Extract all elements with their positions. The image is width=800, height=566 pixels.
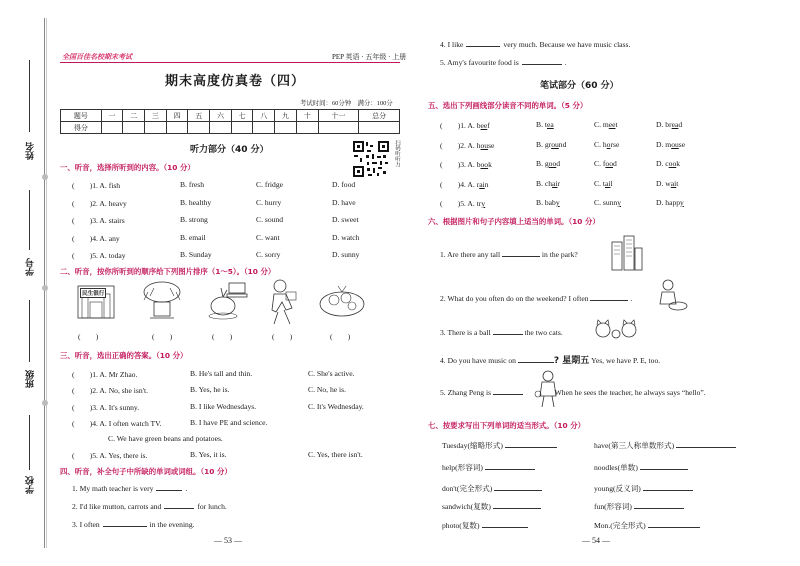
question-option: D. watch [332,232,360,242]
word-form-item [594,462,688,473]
order-bracket[interactable]: ( ) [78,332,99,341]
student-id-label: 学号 [26,258,36,276]
word-part: D. br [656,120,672,129]
question-option: C. hurry [256,197,282,207]
score-table [60,109,400,134]
question-option-a[interactable]: ( )1. A. fish [72,181,121,190]
section-6-question-3 [440,328,563,337]
score-cell: 七 [231,110,253,122]
underlined-part: y [617,198,622,207]
school-field[interactable] [29,415,30,470]
question-option-a[interactable] [440,179,489,190]
line-text: for lunch. [197,502,227,511]
order-bracket[interactable]: ( ) [330,332,351,341]
question-option-a[interactable]: ( )4. A. any [72,233,120,243]
fill-in-line [440,40,630,49]
underlined-part: oo [668,159,677,168]
underlined-part: ou [671,139,679,149]
score-cell: 一 [101,110,123,122]
q-text: 2. What do you often do on the weekend? I often [440,294,589,303]
question-option-a[interactable] [440,198,485,209]
order-bracket[interactable]: ( ) [152,332,173,341]
line-text: 1. My math teacher is very [72,484,154,493]
question-option: C. want [256,232,280,242]
answer-blank[interactable] [502,256,540,257]
binding-line-inner [46,18,47,548]
section-2-title: 二、听音，按你所听到的顺序给下列图片排序（1～5）。（10 分） [60,267,276,276]
word-form-item [594,520,700,531]
word-form-prompt: Tuesday(缩略形式) [442,441,503,450]
qr-caption: 扫码听听力 [394,140,400,167]
word-part: rse [610,139,620,149]
question-option-a[interactable]: ( )2. A. heavy [72,198,127,208]
word-part: ( )3. A. b [440,160,481,169]
score-input-cell[interactable] [188,122,210,134]
answer-blank[interactable] [634,508,684,509]
question-option: B. Yes, it is. [190,450,227,459]
student-id-field[interactable] [29,190,30,250]
answer-blank[interactable] [505,447,557,448]
question-option: B. healthy [180,197,212,207]
score-table-score-row [61,122,400,134]
underlined-part: ee [608,120,616,129]
score-input-cell[interactable] [253,122,275,134]
question-option: C. We have green beans and potatoes. [108,434,223,443]
score-cell: 六 [210,110,232,122]
computer-picture [226,282,248,298]
answer-blank[interactable] [643,490,693,491]
question-option [594,159,617,168]
answer-blank[interactable] [156,490,182,491]
question-option: C. It's Wednesday. [308,402,364,411]
answer-blank[interactable] [648,527,700,528]
question-option: D. sunny [332,250,360,259]
fill-in-line [72,520,195,529]
answer-blank[interactable] [164,508,194,509]
word-part: B. g [536,159,549,168]
question-option [536,198,560,207]
binding-hole [42,285,48,291]
word-form-item [442,501,541,512]
question-option [536,159,560,168]
word-part: ( )5. A. tr [440,199,482,208]
answer-blank[interactable] [103,526,147,527]
word-part: r [557,178,561,188]
word-part: ( )2. A. h [440,140,481,150]
score-cell: 八 [253,110,275,122]
underlined-part: ai [479,179,485,189]
binding-hole [42,400,48,406]
word-part: k [488,160,492,169]
question-option: B. fresh [180,180,205,189]
score-cell: 九 [275,110,297,122]
section-7-title: 七、按要求写出下列单词的适当形式。（10 分） [428,421,585,430]
class-label: 班级 [26,370,36,388]
line-text: 5. Amy's favourite food is [440,58,519,67]
question-option: C. Yes, there isn't. [308,450,363,459]
question-option: B. I have PE and science. [190,418,268,427]
class-field[interactable] [29,300,30,362]
underlined-part: oo [605,159,613,168]
question-option: D. have [332,197,356,207]
score-cell: 题号 [61,110,102,122]
question-option [594,179,613,188]
word-form-item [594,440,736,451]
written-part-title: 笔试部分（60 分） [540,81,619,91]
question-option: C. fridge [256,180,283,189]
q-day-hint: ? 星期五 [553,356,590,366]
section-5-title: 五、选出下列画线部分读音不同的单词。（5 分） [428,101,588,110]
word-form-item [442,462,535,473]
section-6-question-5 [440,388,706,397]
q-text: 4. Do you have music on [440,356,516,365]
score-cell: 总分 [359,110,400,122]
underlined-part: ou [480,140,489,150]
underlined-part: oo [480,160,489,169]
fill-in-line [440,58,567,67]
food-plate-picture [318,282,366,320]
polite-boy-picture [534,370,562,408]
word-part: C. f [594,159,606,168]
score-cell: 得分 [61,122,102,134]
question-option [594,140,619,149]
underlined-part: ea [546,120,554,129]
score-cell: 四 [166,110,188,122]
score-input-cell[interactable] [123,122,145,134]
line-text: 4. I like [440,40,464,49]
word-part: C. sunn [594,198,618,207]
score-input-cell[interactable] [101,122,123,134]
q-text: 1. Are there any tall [440,250,501,259]
word-form-item [594,501,684,512]
line-text: . [185,484,188,493]
question-option [656,140,685,149]
word-part: B. bab [536,198,556,207]
word-form-prompt: don't(完全形式) [442,484,493,493]
word-part: nd [558,139,567,149]
question-option: B. He's tall and thin. [190,369,253,378]
line-text: 3. I often [72,520,100,529]
question-option [656,120,682,129]
line-text: 2. I'd like mutton, carrots and [72,502,162,511]
question-option [594,198,621,207]
word-part: d [678,120,683,129]
section-6-question-1 [440,250,578,259]
underlined-part: ai [552,178,558,188]
question-option [594,120,618,129]
section-6-question-4 [440,353,660,366]
question-option[interactable]: ( )4. A. I often watch TV. [72,419,162,428]
question-option[interactable]: ( )3. A. It's sunny. [72,403,140,412]
score-input-cell[interactable] [359,122,400,134]
underlined-part: ou [551,139,559,149]
score-input-cell[interactable] [231,122,253,134]
question-option: B. Sunday [180,250,212,259]
word-form-prompt: sandwich(复数) [442,502,491,511]
name-field[interactable] [29,60,30,132]
word-part: se [488,140,495,150]
question-option: C. sorry [256,250,281,259]
word-part: C. m [594,120,609,129]
name-label: 姓名 [26,142,36,160]
binding-line [44,18,45,548]
word-form-item [442,440,557,451]
question-option: D. food [332,180,356,189]
question-option [536,120,554,129]
question-option: B. strong [180,215,208,224]
washing-clothes-picture [656,278,688,312]
answer-blank[interactable] [493,394,523,395]
word-part: k [676,159,681,168]
word-form-prompt: noodles(单数) [594,463,638,472]
score-cell: 五 [188,110,210,122]
qr-code[interactable] [352,140,390,178]
q-text: When he sees the teacher, he always says “hello”. [554,388,706,397]
score-input-cell[interactable] [145,122,167,134]
fill-in-line [72,502,227,511]
word-part: ( )4. A. r [440,179,480,189]
underlined-part: y [555,198,560,207]
underlined-part: oo [548,159,557,168]
question-option: B. Yes, he is. [190,385,230,394]
underlined-part: ai [670,178,677,188]
score-input-cell[interactable] [318,122,359,134]
word-form-prompt: fun(形容词) [594,502,632,511]
q-text: the two cats. [524,328,563,337]
question-option[interactable]: ( )1. A. Mr Zhao. [72,370,138,379]
exam-title: 期末高度仿真卷（四） [165,74,306,89]
header-rule [60,62,400,63]
word-part: n [484,179,489,189]
bank-sign: 民生银行 [80,288,106,298]
score-input-cell[interactable] [275,122,297,134]
line-text: very much. Because we have music class. [503,40,631,49]
question-option-a[interactable] [440,159,492,170]
score-table-header-row [61,110,400,122]
answer-blank[interactable] [493,334,523,335]
question-option-a[interactable]: ( )5. A. today [72,251,126,260]
word-part: t [676,178,679,188]
q-text: 3. There is a ball [440,328,491,337]
word-form-prompt: young(反义词) [594,484,641,493]
answer-blank[interactable] [676,447,736,448]
question-option [656,198,684,207]
exam-time-info: 考试时间：60分钟 满分：100分 [300,100,393,107]
question-option-a[interactable]: ( )3. A. stairs [72,216,125,225]
q-text: in the park? [541,250,578,259]
section-4-title: 四、听音，补全句子中所缺的单词或词组。（10 分） [60,467,232,476]
question-option[interactable]: ( )5. A. Yes, there is. [72,451,148,460]
word-form-prompt: photo(复数) [442,521,480,530]
word-part: ( )1. A. b [440,121,481,130]
question-option: C. No, he is. [308,385,346,394]
order-bracket[interactable]: ( ) [212,332,233,341]
word-part: B. gr [536,139,552,149]
line-text: in the evening. [149,520,195,529]
question-option [536,179,560,188]
answer-blank[interactable] [590,300,628,301]
word-part: C. t [594,178,605,188]
score-cell: 二 [123,110,145,122]
school-label: 学校 [26,476,36,494]
word-form-prompt: Mon.(完全形式) [594,521,646,530]
underlined-part: ea [671,120,679,129]
answer-blank[interactable] [493,508,541,509]
boy-reading-picture [266,278,302,326]
word-part: D. c [656,159,669,168]
word-part: D. m [656,139,672,149]
answer-blank[interactable] [494,490,542,491]
word-part: B. t [536,120,547,129]
underlined-part: o [606,139,611,149]
question-option[interactable]: ( )2. A. No, she isn't. [72,386,149,395]
page-number-right: — 54 — [582,536,610,545]
underlined-part: ai [604,178,611,188]
fill-in-line [72,484,187,493]
question-option [656,159,680,168]
qr-code-image [352,140,390,178]
question-option: B. I like Wednesdays. [190,402,257,411]
word-form-prompt: help(形容词) [442,463,483,472]
page-number-left: — 53 — [214,536,242,545]
line-text: . [564,58,567,67]
word-part: l [610,178,613,188]
word-part: d [612,159,617,168]
word-form-item [442,483,542,494]
word-form-item [442,520,528,531]
word-part: D. happ [656,198,681,207]
question-option [536,140,566,149]
q-text: . [630,294,633,303]
two-cats-ball-picture [594,318,638,340]
score-cell: 十 [296,110,318,122]
underlined-part: ee [480,121,488,130]
q-text: 5. Zhang Peng is [440,388,492,397]
section-1-title: 一、听音，选择所听到的内容。（10 分） [60,163,195,172]
word-part: D. w [656,178,671,188]
question-option: C. sound [256,215,284,224]
word-form-prompt: have(第三人称单数形式) [594,441,675,450]
answer-blank[interactable] [518,362,554,363]
underlined-part: y [680,198,684,207]
question-option: D. sweet [332,215,359,224]
order-bracket[interactable]: ( ) [272,332,293,341]
section-6-question-2 [440,294,632,303]
section-6-title: 六、根据图片和句子内容填上适当的单词。（10 分） [428,217,600,226]
word-part: f [487,121,490,130]
answer-blank[interactable] [466,46,500,47]
tree-house-picture [140,280,184,324]
underlined-part: y [481,199,486,208]
answer-blank[interactable] [640,469,688,470]
book-info: PEP 英语 · 五年级 · 上册 [332,53,407,61]
word-part: t [615,120,618,129]
score-input-cell[interactable] [210,122,232,134]
question-option-a[interactable] [440,120,490,131]
word-form-item [594,483,693,494]
series-name: 全国百佳名校期末考试 [62,53,132,61]
q-text: Yes, we have P. E, too. [591,356,661,365]
section-3-title: 三、听音，选出正确的答案。（10 分） [60,351,188,360]
binding-hole [42,174,48,180]
answer-blank[interactable] [522,64,562,65]
listening-part-title: 听力部分（40 分） [190,145,269,155]
answer-blank[interactable] [482,527,528,528]
score-input-cell[interactable] [166,122,188,134]
word-part: se [678,139,686,149]
question-option-a[interactable] [440,140,494,151]
word-part: d [556,159,561,168]
word-part: B. ch [536,178,553,188]
score-cell: 十一 [318,110,359,122]
word-part: C. h [594,139,607,149]
score-input-cell[interactable] [296,122,318,134]
question-option: B. email [180,232,206,242]
score-cell: 三 [145,110,167,122]
tall-buildings-picture [610,234,644,272]
answer-blank[interactable] [485,469,535,470]
question-option: C. She's active. [308,369,355,378]
question-option [656,179,678,188]
